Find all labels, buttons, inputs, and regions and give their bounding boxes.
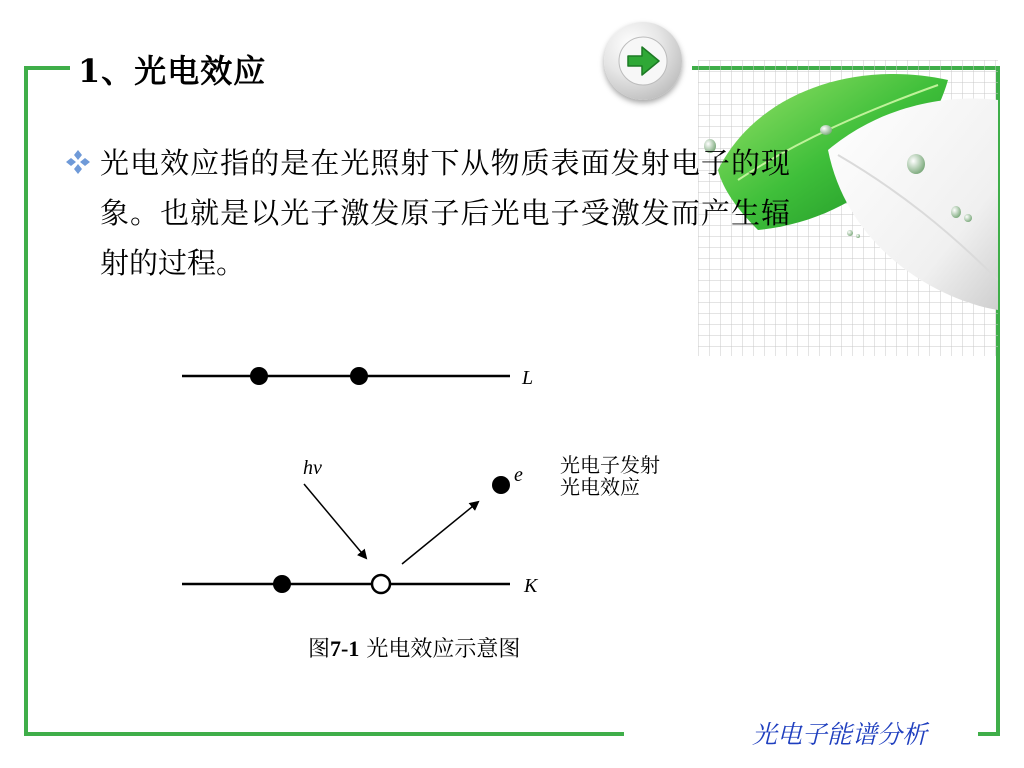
caption-text: 光电效应示意图 [359, 637, 521, 662]
figure-caption [308, 632, 520, 663]
shell-K-label: K [524, 575, 538, 597]
electron-K-1 [273, 575, 291, 593]
electron-L-2 [350, 367, 368, 385]
figure-note [560, 454, 660, 498]
bullet-item [64, 138, 804, 288]
caption-number: 7-1 [330, 636, 360, 661]
photoelectron-arrow [402, 502, 478, 564]
slide-title: 1、光电效应 [78, 52, 267, 90]
caption-prefix: 图 [308, 637, 331, 662]
shell-L-label: L [522, 367, 534, 389]
photon-label: hv [303, 457, 322, 479]
figure-note-line1: 光电子发射 [560, 453, 660, 477]
frame-top-left [24, 66, 70, 70]
bullet-text: 光电效应指的是在光照射下从物质表面发射电子的现象。也就是以光子激发原子后光电子受激发而产生辐射的过程。 [100, 146, 790, 280]
frame-bottom-left [24, 732, 624, 736]
photoelectric-diagram [160, 350, 720, 610]
photoelectron [492, 476, 510, 494]
photon-arrow [304, 484, 366, 558]
frame-left [24, 66, 28, 736]
electron-L-1 [250, 367, 268, 385]
diamond-bullet-icon [64, 148, 92, 176]
figure-note-line2: 光电效应 [560, 475, 640, 499]
electron-vacancy [372, 575, 390, 593]
photoelectron-label: e [514, 464, 523, 486]
frame-bottom-right [978, 732, 1000, 736]
next-slide-button[interactable] [604, 22, 682, 100]
footer-title-link[interactable]: 光电子能谱分析 [752, 720, 928, 749]
arrow-right-icon [604, 22, 682, 100]
